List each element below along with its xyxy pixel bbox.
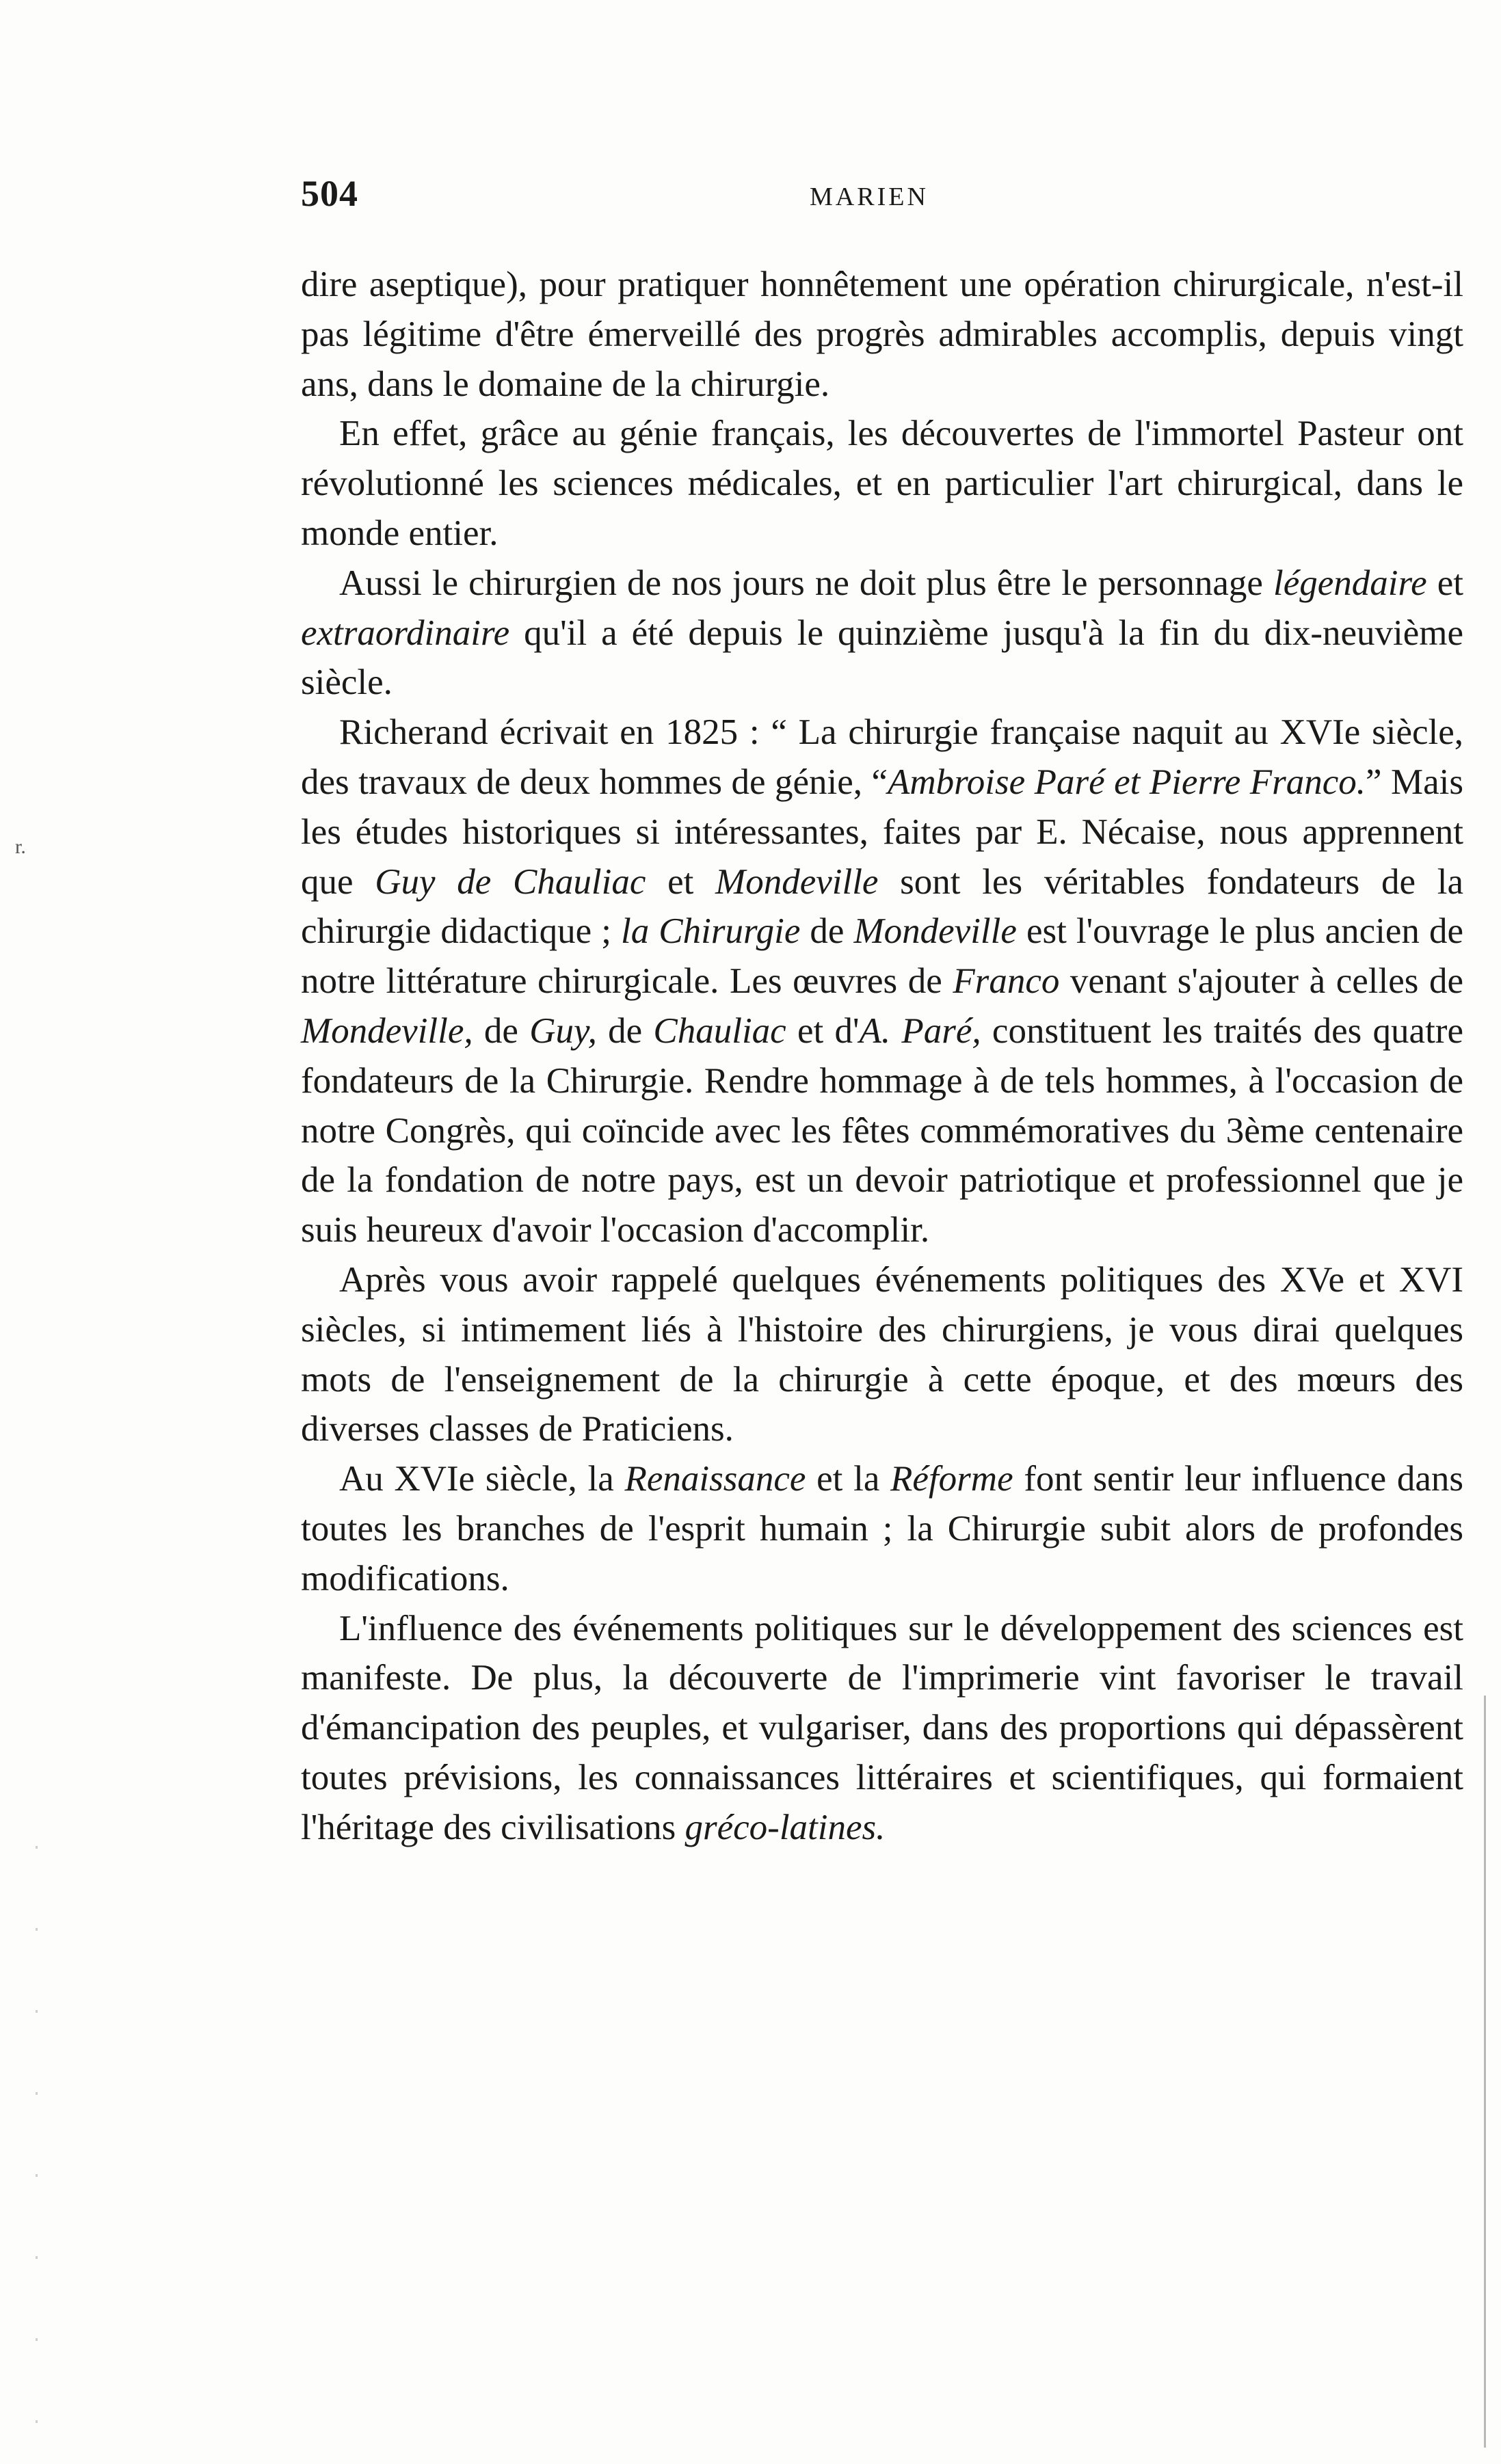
paragraph bbox=[301, 1255, 1463, 1454]
text-run: L'influence des événements politiques sur le développement des sciences est manifeste. De plus, la découverte de l'imprimerie vint favoriser le travail d'émancipation des peuples, et vulgariser, dans des proportions qui dépassèrent toutes prévisions, les connaissances littéraires et scientifiques, qui formaient l'héritage des civilisations bbox=[301, 1608, 1463, 1847]
italic-text: Mondeville bbox=[853, 911, 1017, 952]
text-run: venant s'ajouter à celles de bbox=[1059, 961, 1463, 1002]
paragraph bbox=[301, 1454, 1463, 1603]
page-header bbox=[301, 172, 1463, 227]
text-run: de bbox=[596, 1010, 654, 1051]
text-run: de bbox=[800, 911, 854, 952]
italic-text: Franco bbox=[953, 961, 1060, 1002]
text-run: Après vous avoir rappelé quelques événements politiques des XVe et XVI siècles, si intimement liés à l'histoire des chirurgiens, je vous dirai quelques mots de l'enseignement de la chirurgie à cette époque, et des mœurs des diverses classes de Praticiens. bbox=[301, 1259, 1463, 1449]
paragraph bbox=[301, 1604, 1463, 1853]
italic-text: la Chirurgie bbox=[620, 911, 801, 952]
text-run: et bbox=[1426, 563, 1463, 603]
italic-text: extraordinaire bbox=[301, 613, 510, 653]
paragraph bbox=[301, 708, 1463, 1255]
text-run: dire aseptique), pour pratiquer honnêtement une opération chirurgicale, n'est-il pas légitime d'être émerveillé des progrès admirables accomplis, depuis vingt ans, dans le domaine de la chirurgie. bbox=[301, 265, 1463, 404]
page-number: 504 bbox=[301, 173, 358, 214]
italic-text: Chauliac bbox=[653, 1010, 786, 1051]
italic-text: Renaissance bbox=[624, 1459, 806, 1499]
paragraph bbox=[301, 559, 1463, 708]
text-run: font sentir leur influence dans toutes les branches de l'esprit humain ; la Chirurgie subit alors de profondes modifications. bbox=[301, 1459, 1463, 1598]
scan-edge-dots bbox=[36, 1846, 38, 2448]
italic-text: légendaire bbox=[1273, 563, 1427, 603]
text-run: et la bbox=[806, 1459, 891, 1499]
text-run: qu'il a été depuis le quinzième jusqu'à la fin du dix-neuvième siècle. bbox=[301, 613, 1463, 703]
text-run: Aussi le chirurgien de nos jours ne doit plus être le personnage bbox=[339, 563, 1273, 603]
italic-text: Ambroise Paré et Pierre Franco. bbox=[888, 762, 1366, 802]
paragraph bbox=[301, 260, 1463, 409]
italic-text: Réforme bbox=[890, 1459, 1013, 1499]
text-run: de bbox=[473, 1010, 530, 1051]
text-run: constituent les traités des quatre fondateurs de la Chirurgie. Rendre hommage à de tels hommes, à l'occasion de notre Congrès, qui coïncide avec les fêtes commémoratives du 3ème centenaire de la fondation de notre pays, est un devoir patriotique et professionnel que je suis heureux d'avoir l'occasion d'accomplir. bbox=[301, 1010, 1463, 1250]
italic-text: Guy, bbox=[529, 1010, 597, 1051]
text-run: et bbox=[646, 861, 716, 902]
italic-text: Mondeville, bbox=[301, 1010, 473, 1051]
text-run: est l'ouvrage le plus ancien de notre littérature chirurgicale. Les œuvres de bbox=[301, 911, 1463, 1002]
text-run: et d' bbox=[786, 1010, 860, 1051]
italic-text: Guy de Chauliac bbox=[375, 861, 646, 902]
italic-text: gréco-latines. bbox=[685, 1807, 886, 1847]
text-run: En effet, grâce au génie français, les découvertes de l'immortel Pasteur ont révolutionné les sciences médicales, et en particulier l'art chirurgical, dans le monde entier. bbox=[301, 414, 1463, 553]
paragraph bbox=[301, 409, 1463, 558]
body-text bbox=[301, 260, 1463, 1853]
italic-text: Mondeville bbox=[715, 861, 879, 902]
margin-annotation: r. bbox=[15, 835, 26, 858]
text-run: Au XVIe siècle, la bbox=[339, 1459, 625, 1499]
scan-edge-line bbox=[1484, 1696, 1486, 2448]
text-run: Richerand écrivait en 1825 : “ La chirurgie française naquit au XVIe siècle, des travaux de deux hommes de génie, “ bbox=[301, 712, 1463, 802]
text-run: sont les véritables fondateurs de la chirurgie didactique ; bbox=[301, 861, 1463, 952]
running-head: MARIEN bbox=[810, 183, 929, 211]
text-run: ” Mais les études historiques si intéressantes, faites par E. Nécaise, nous apprennent que bbox=[301, 762, 1463, 902]
italic-text: A. Paré, bbox=[859, 1010, 981, 1051]
